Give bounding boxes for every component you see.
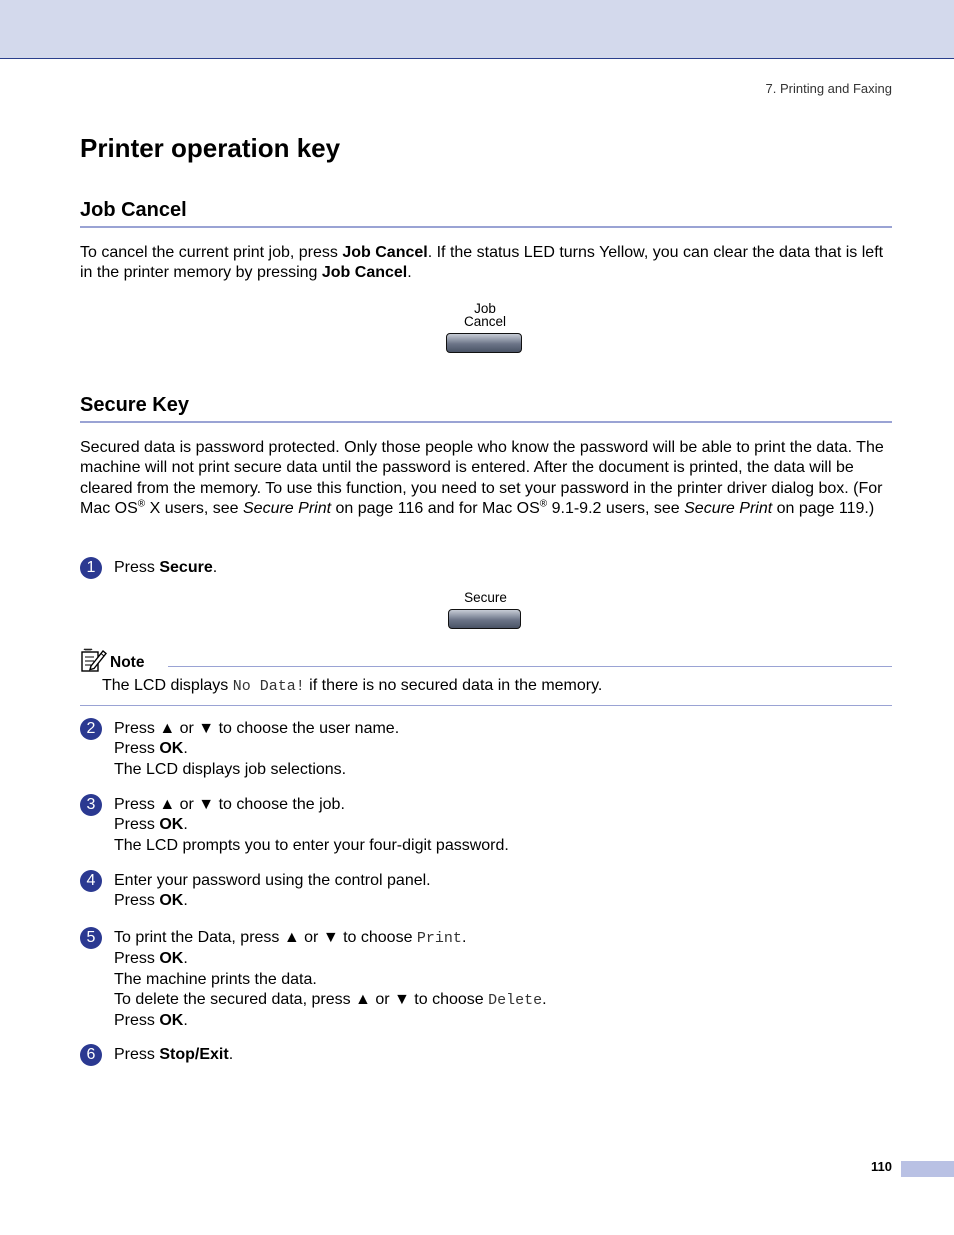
text-run: Press ▲ or ▼ to choose the user name. xyxy=(114,720,400,737)
text-run: To print the Data, press ▲ or ▼ to choose xyxy=(114,929,417,946)
secure-key-label: Secure xyxy=(464,590,507,605)
text-run: Job Cancel xyxy=(321,264,408,282)
step-text xyxy=(114,795,509,856)
text-run: . xyxy=(542,990,547,1008)
text-run: Press xyxy=(114,816,160,834)
step-line xyxy=(114,836,509,856)
note-text xyxy=(102,676,602,697)
text-run: on page 119.) xyxy=(772,499,875,517)
lcd-text: No Data! xyxy=(232,678,305,695)
text-run: Enter your password using the control panel. xyxy=(114,872,431,889)
step-line xyxy=(114,928,547,949)
step-text xyxy=(114,871,431,912)
step-line xyxy=(114,815,509,835)
text-run: OK xyxy=(159,1012,184,1030)
note-title: Note xyxy=(110,654,145,671)
step-2 xyxy=(80,718,892,782)
step-line xyxy=(114,970,547,990)
text-run: Secured data is password protected. Only those people who know the password will be able to print the data. The machine will not print secure data until the password is entered. After the document is printed, the data will be cleared from the memory. To use this function, you need to set your password in the printer driver dialog box. (For Mac OS xyxy=(80,439,884,517)
text-run: To delete the secured data, press ▲ or ▼ to choose xyxy=(114,990,489,1008)
text-run: Press ▲ or ▼ to choose the job. xyxy=(114,796,345,813)
job-cancel-button-graphic xyxy=(446,333,522,353)
text-run: OK xyxy=(159,740,184,758)
text-run: . xyxy=(407,264,412,282)
job-cancel-key-label-1: Job xyxy=(474,301,496,316)
page-title: Printer operation key xyxy=(80,133,341,163)
text-run: OK xyxy=(159,816,184,834)
text-run: Secure Print xyxy=(243,499,332,517)
text-run: The LCD prompts you to enter your four-digit password. xyxy=(114,836,509,854)
step-number-badge: 1 xyxy=(80,557,102,579)
section-heading-secure-key: Secure Key xyxy=(80,394,892,423)
step-line xyxy=(114,990,547,1011)
step-5 xyxy=(80,927,892,1031)
step-number-badge: 5 xyxy=(80,927,102,949)
secure-key-paragraph xyxy=(80,438,892,519)
note-rule-top xyxy=(168,666,892,667)
step-line xyxy=(114,891,431,911)
job-cancel-key xyxy=(446,302,524,353)
step-number-badge: 6 xyxy=(80,1044,102,1066)
text-run: Press xyxy=(114,950,160,968)
page-tab xyxy=(901,1161,954,1177)
job-cancel-key-label-2: Cancel xyxy=(463,314,507,329)
step-line xyxy=(114,949,547,969)
step-line xyxy=(114,739,399,759)
step-text xyxy=(114,719,399,780)
text-run: Secure xyxy=(159,559,213,576)
step-6 xyxy=(80,1044,892,1068)
text-run: . If the status LED turns Yellow, you can clear the data that is left in the printer memory by pressing xyxy=(80,244,884,282)
text-run: on page 116 and for Mac OS xyxy=(331,499,540,517)
text-run: X users, see xyxy=(145,499,243,517)
text-run: Press xyxy=(114,1046,160,1063)
secure-button-graphic xyxy=(448,609,521,629)
step-line xyxy=(114,719,399,739)
text-run: Stop/Exit xyxy=(159,1046,229,1063)
text-run: . xyxy=(212,559,218,576)
step-text xyxy=(114,1045,233,1065)
text-run: Press xyxy=(114,559,160,576)
step-line xyxy=(114,795,509,815)
text-run: The LCD displays xyxy=(102,677,233,694)
step-number-badge: 2 xyxy=(80,718,102,740)
running-head: 7. Printing and Faxing xyxy=(765,81,892,96)
text-run: OK xyxy=(159,950,184,968)
step-4 xyxy=(80,870,892,914)
note-pencil-icon xyxy=(80,648,108,674)
registered-mark: ® xyxy=(137,498,146,510)
step-text xyxy=(114,928,547,1031)
step-number-badge: 3 xyxy=(80,794,102,816)
step-1 xyxy=(80,557,892,581)
step-line xyxy=(114,558,217,578)
note-rule-bottom xyxy=(80,705,892,706)
registered-mark: ® xyxy=(539,498,548,510)
text-run: Press xyxy=(114,740,160,758)
step-line xyxy=(114,1045,233,1065)
text-run: OK xyxy=(159,892,184,910)
step-line xyxy=(114,871,431,891)
secure-key xyxy=(448,591,523,629)
text-run: . xyxy=(228,1046,234,1063)
text-run: . xyxy=(183,950,188,968)
step-line xyxy=(114,760,399,780)
text-run: Job Cancel xyxy=(342,244,428,261)
step-text xyxy=(114,558,217,578)
header-band xyxy=(0,0,954,59)
job-cancel-paragraph xyxy=(80,243,892,284)
text-run: 9.1-9.2 users, see xyxy=(547,499,685,517)
text-run: . xyxy=(183,740,188,758)
lcd-text: Delete xyxy=(488,991,543,1009)
step-line xyxy=(114,1011,547,1031)
text-run: . xyxy=(461,929,467,946)
text-run: . xyxy=(183,816,188,834)
text-run: Secure Print xyxy=(684,499,773,517)
step-3 xyxy=(80,794,892,858)
text-run: Press xyxy=(114,1012,160,1030)
section-heading-job-cancel: Job Cancel xyxy=(80,199,892,228)
step-number-badge: 4 xyxy=(80,870,102,892)
text-run: . xyxy=(183,1012,188,1030)
text-run: Press xyxy=(114,892,160,910)
text-run: To cancel the current print job, press xyxy=(80,244,343,261)
text-run: The LCD displays job selections. xyxy=(114,760,347,778)
text-run: The machine prints the data. xyxy=(114,970,317,988)
page-number: 110 xyxy=(871,1159,892,1174)
text-run: if there is no secured data in the memory. xyxy=(304,677,603,694)
text-run: . xyxy=(183,892,188,910)
lcd-text: Print xyxy=(416,930,462,947)
